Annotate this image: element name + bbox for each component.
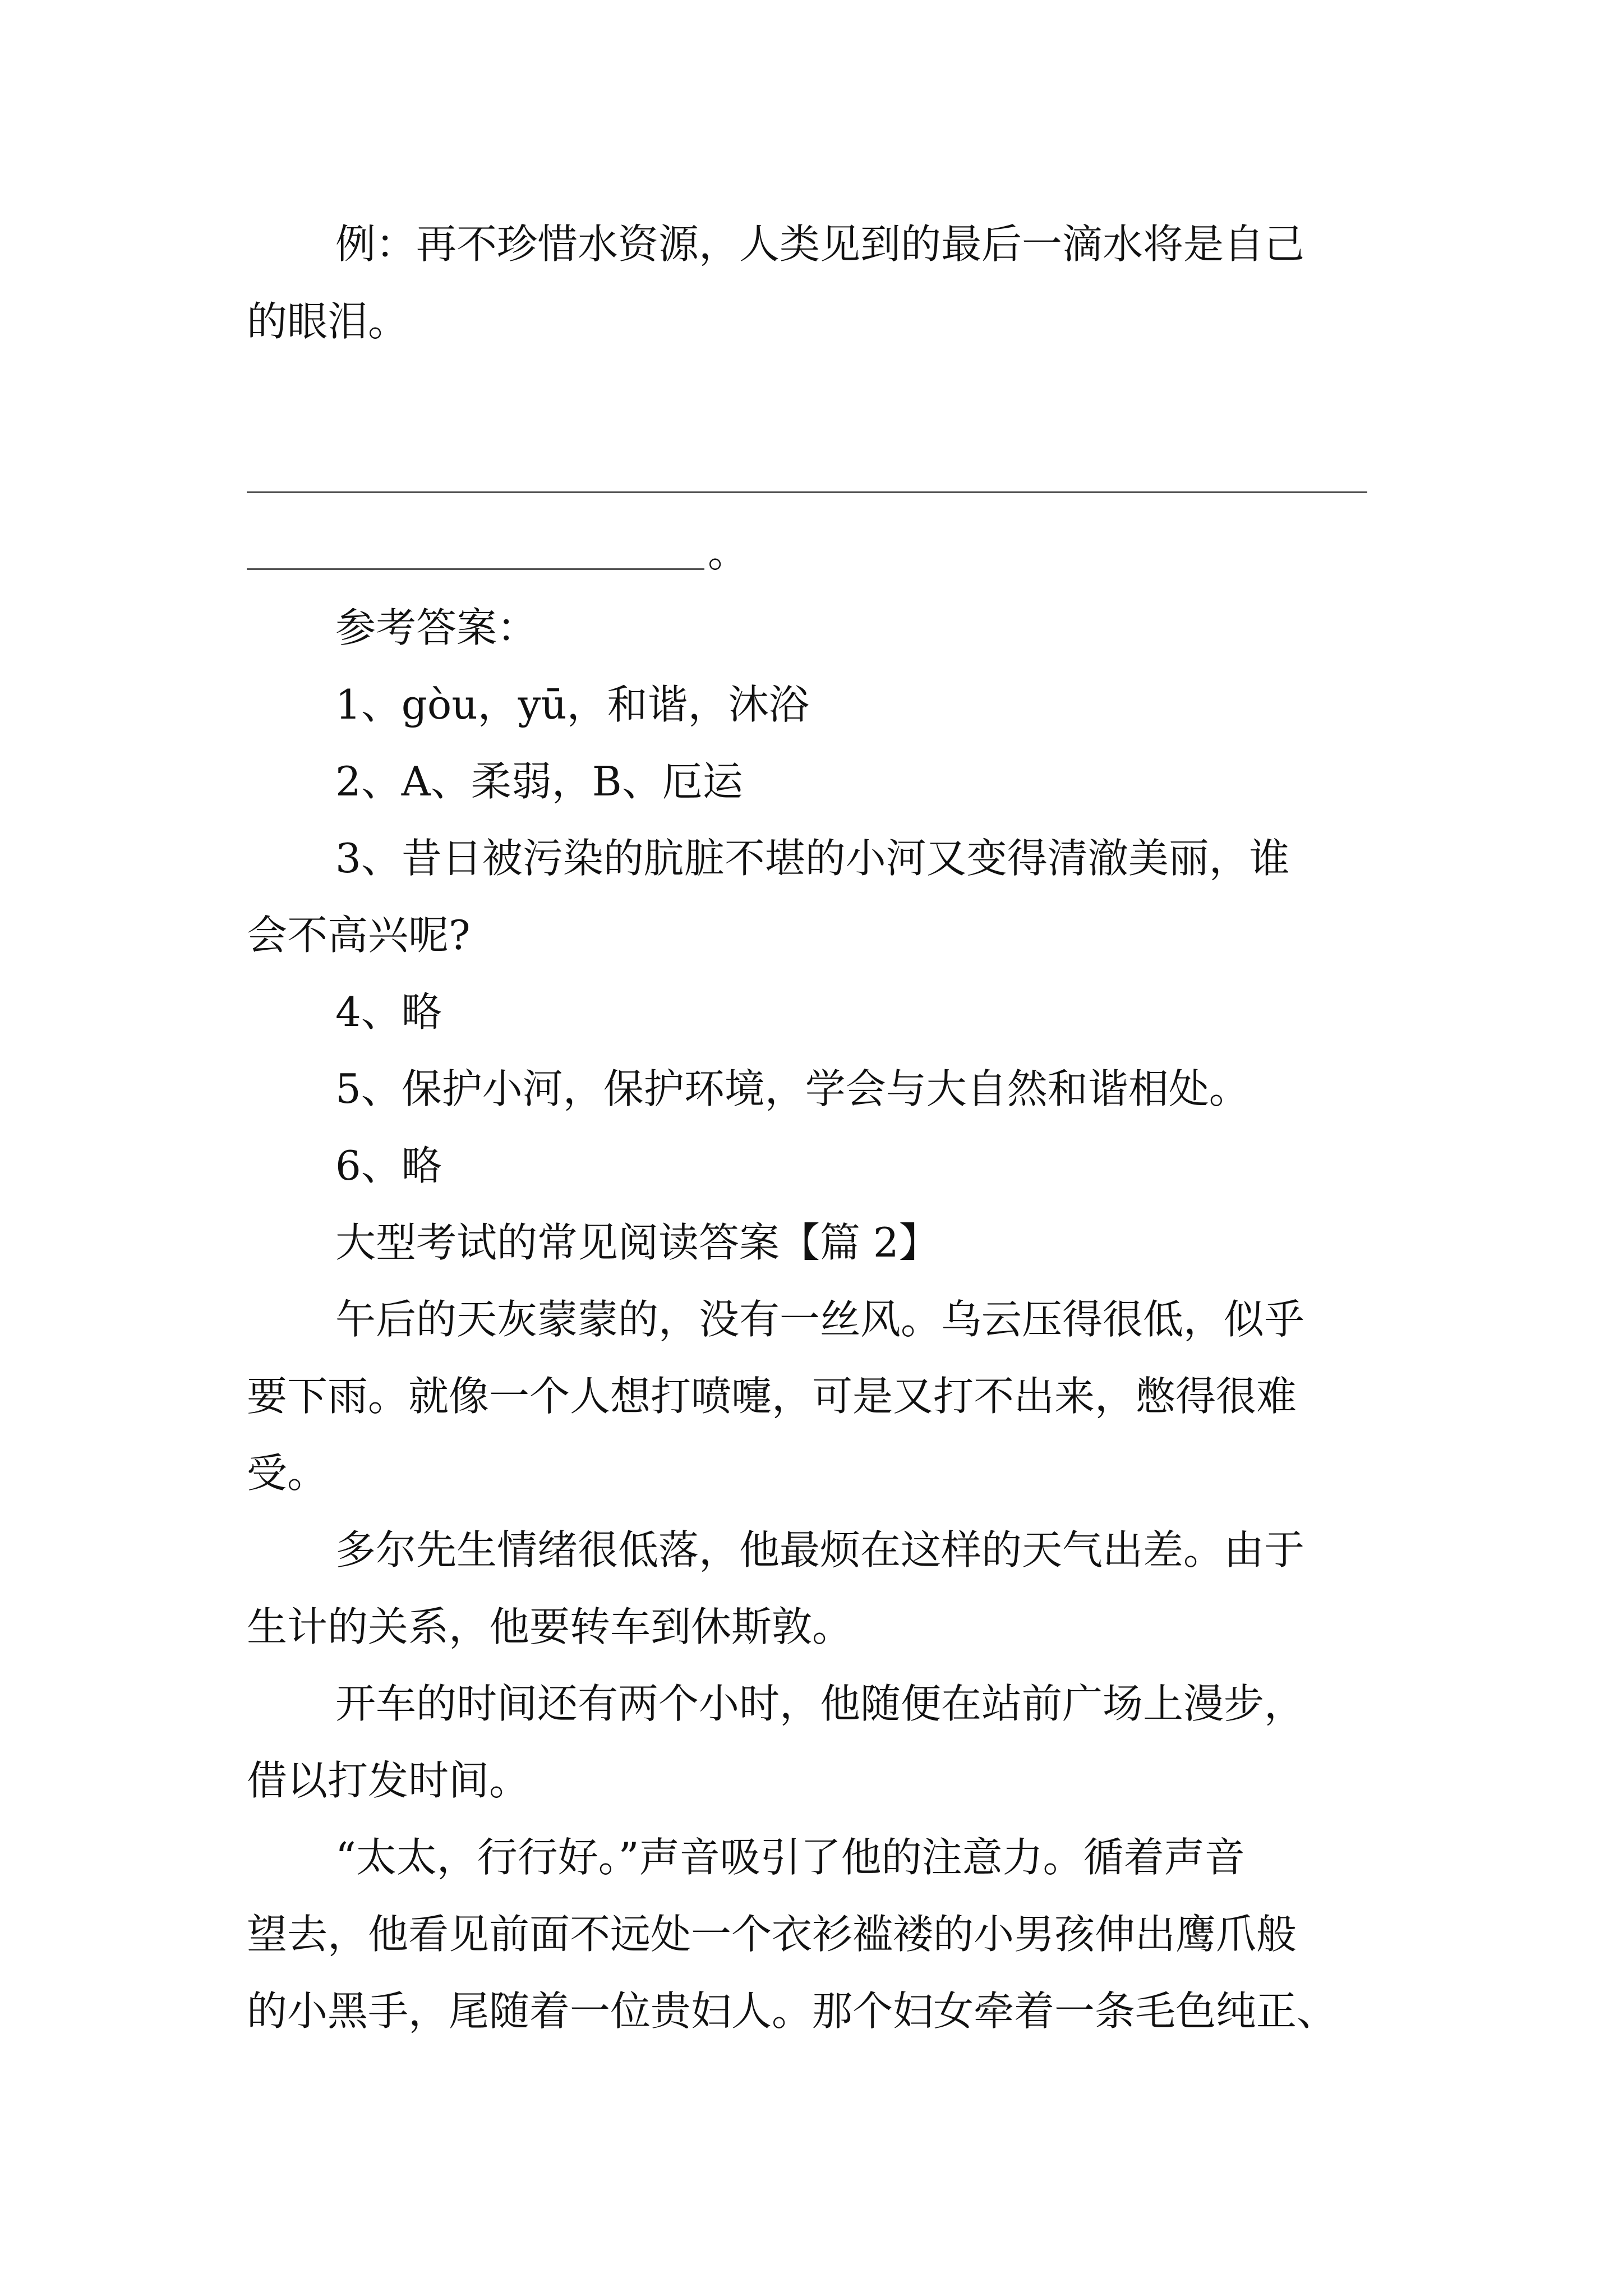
answer-3-line-1: 3、昔日被污染的肮脏不堪的小河又变得清澈美丽，谁 [335, 835, 1290, 882]
answer-blank-line-2 [247, 568, 704, 570]
answer-3-line-2: 会不高兴呢? [247, 912, 471, 959]
answer-6: 6、略 [335, 1142, 442, 1189]
example-line-1: 例：再不珍惜水资源，人类见到的最后一滴水将是自己 [335, 220, 1305, 268]
paragraph-2-line-1: 多尔先生情绪很低落，他最烦在这样的天气出差。由于 [335, 1526, 1305, 1573]
example-line-2: 的眼泪。 [247, 298, 409, 345]
paragraph-3-line-2: 借以打发时间。 [247, 1757, 530, 1804]
answer-5: 5、保护小河，保护环境，学会与大自然和谐相处。 [335, 1065, 1249, 1112]
paragraph-2-line-2: 生计的关系，他要转车到休斯敦。 [247, 1603, 853, 1650]
paragraph-4-line-2: 望去，他看见前面不远处一个衣衫褴褛的小男孩伸出鹰爪般 [247, 1911, 1297, 1958]
answer-4: 4、略 [335, 988, 442, 1036]
paragraph-1-line-2: 要下雨。就像一个人想打喷嚏，可是又打不出来，憋得很难 [247, 1373, 1297, 1420]
paragraph-4-line-3: 的小黑手，尾随着一位贵妇人。那个妇女牵着一条毛色纯正、 [247, 1987, 1338, 2035]
article-title: 大型考试的常见阅读答案【篇 2】 [335, 1219, 939, 1266]
paragraph-1-line-1: 午后的天灰蒙蒙的，没有一丝风。乌云压得很低，似乎 [335, 1296, 1305, 1343]
answer-2: 2、A、柔弱，B、厄运 [335, 758, 743, 805]
paragraph-3-line-1: 开车的时间还有两个小时，他随便在站前广场上漫步， [335, 1680, 1305, 1727]
paragraph-4-line-1: “太太，行行好。”声音吸引了他的注意力。循着声音 [335, 1834, 1245, 1881]
answers-heading: 参考答案： [335, 604, 538, 651]
paragraph-1-line-3: 受。 [247, 1450, 328, 1497]
answer-blank-period: 。 [708, 529, 749, 576]
answer-blank-line-1 [247, 491, 1367, 493]
answer-1: 1、gòu，yū，和谐，沐浴 [335, 681, 809, 728]
